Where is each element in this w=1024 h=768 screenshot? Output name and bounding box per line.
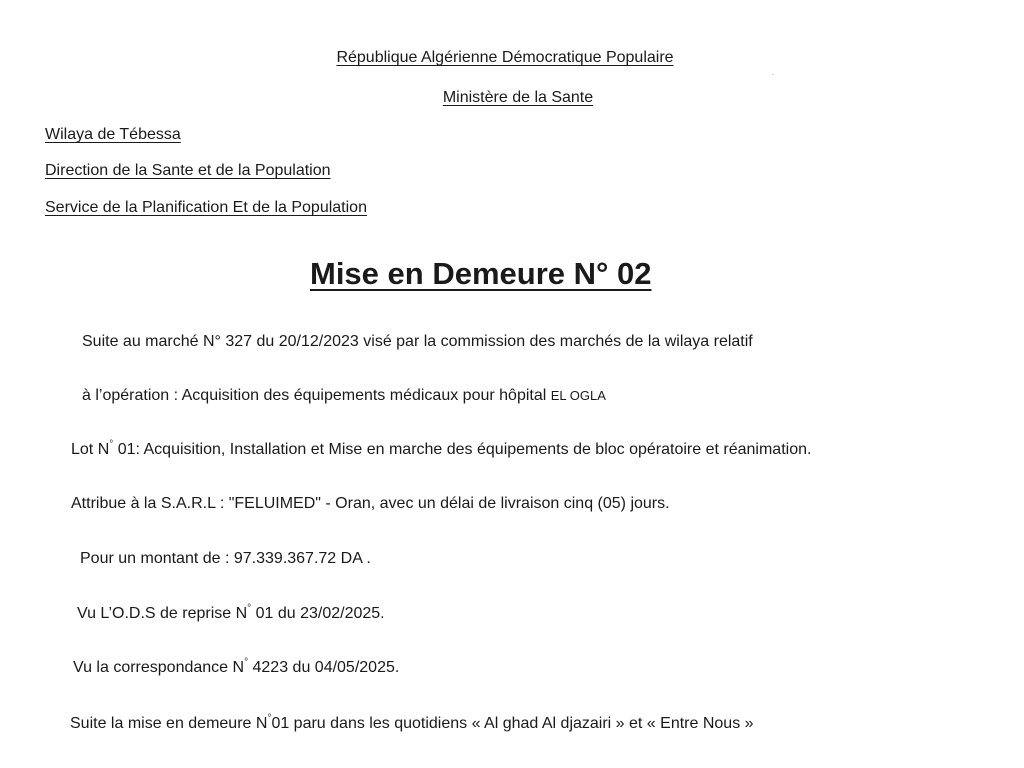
document-title: Mise en Demeure N° 02 — [310, 256, 652, 291]
body-line-7-text: 4223 du 04/05/2025. — [248, 659, 400, 676]
degree-sign: ° — [267, 713, 272, 724]
body-line-4: Attribue à la S.A.R.L : "FELUIMED" - Oran, avec un délai de livraison cinq (05) jours. — [71, 495, 670, 512]
header-ministry: Ministère de la Sante — [442, 89, 594, 106]
degree-sign: ° — [109, 439, 114, 450]
degree-sign: ° — [247, 603, 252, 614]
body-line-6-text: 01 du 23/02/2025. — [251, 605, 385, 622]
body-line-6-prefix: Vu L’O.D.S de reprise N — [77, 605, 248, 622]
header-republic: République Algérienne Démocratique Populaire — [336, 49, 674, 66]
header-wilaya: Wilaya de Tébessa — [45, 126, 181, 143]
body-line-8 — [70, 714, 754, 734]
body-line-2-hospital: EL OGLA — [550, 388, 606, 403]
body-line-3-prefix: Lot N — [71, 441, 110, 458]
body-line-7-prefix: Vu la correspondance N — [73, 659, 245, 676]
body-line-8-prefix: Suite la mise en demeure N — [70, 715, 268, 732]
body-line-5: Pour un montant de : 97.339.367.72 DA . — [80, 550, 371, 567]
body-line-2 — [82, 386, 606, 406]
header-direction: Direction de la Sante et de la Population — [45, 162, 331, 179]
body-line-3 — [71, 440, 811, 460]
body-line-2-text: à l’opération : Acquisition des équipements médicaux pour hôpital — [82, 387, 551, 404]
body-line-8-text: 01 paru dans les quotidiens « Al ghad Al djazairi » et « Entre Nous » — [271, 715, 754, 732]
degree-sign: ° — [244, 657, 249, 668]
body-line-1: Suite au marché N° 327 du 20/12/2023 visé par la commission des marchés de la wilaya relatif — [82, 333, 753, 350]
scan-speck — [772, 74, 774, 75]
body-line-6 — [77, 604, 385, 624]
body-line-3-text: 01: Acquisition, Installation et Mise en marche des équipements de bloc opératoire et réanimation. — [113, 441, 812, 458]
header-service: Service de la Planification Et de la Population — [45, 199, 367, 216]
body-line-7 — [73, 658, 399, 678]
